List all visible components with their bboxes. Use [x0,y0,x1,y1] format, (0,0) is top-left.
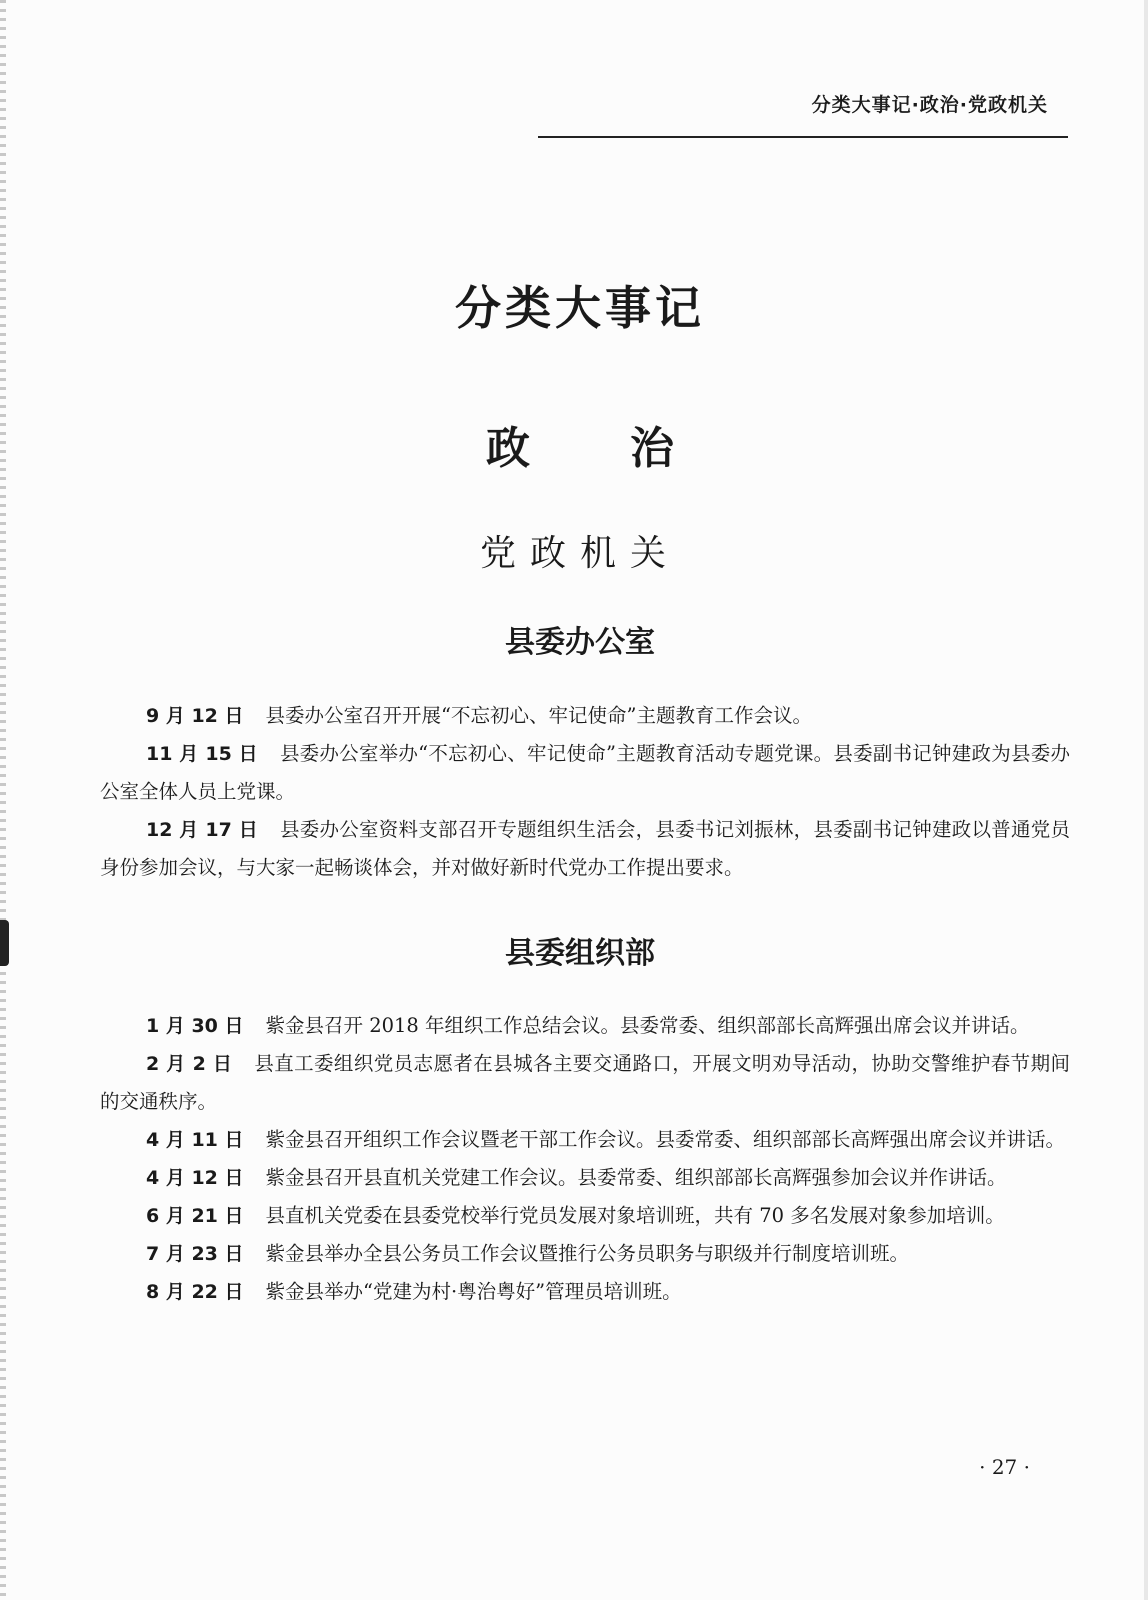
event-entry [100,1121,1070,1159]
event-entry [100,1197,1070,1235]
event-text: 县委办公室召开开展“不忘初心、牢记使命”主题教育工作会议。 [265,704,812,727]
event-entry [100,1007,1070,1045]
event-date: 4 月 11 日 [146,1129,244,1151]
event-text: 县直机关党委在县委党校举行党员发展对象培训班，共有 70 多名发展对象参加培训。 [265,1204,1005,1227]
event-entry [100,1235,1070,1273]
event-text: 县委办公室举办“不忘初心、牢记使命”主题教育活动专题党课。县委副书记钟建政为县委办公室全体人员上党课。 [100,742,1070,803]
event-date: 11 月 15 日 [146,743,258,765]
event-text: 紫金县举办全县公务员工作会议暨推行公务员职务与职级并行制度培训班。 [265,1242,910,1265]
event-date: 8 月 22 日 [146,1281,244,1303]
department-entries [100,1007,1070,1311]
header-rule [538,136,1068,138]
event-text: 紫金县召开组织工作会议暨老干部工作会议。县委常委、组织部部长高辉强出席会议并讲话。 [265,1128,1066,1151]
event-entry [100,1159,1070,1197]
event-entry [100,811,1070,887]
section-title [0,412,1148,476]
event-date: 9 月 12 日 [146,705,244,727]
event-date: 4 月 12 日 [146,1167,244,1189]
department-entries [100,697,1070,887]
event-date: 12 月 17 日 [146,819,259,841]
page-number: · 27 · [979,1455,1030,1479]
subsection-title: 党政机关 [479,533,680,574]
event-text: 紫金县召开 2018 年组织工作总结会议。县委常委、组织部部长高辉强出席会议并讲话。 [265,1014,1030,1037]
event-text: 紫金县举办“党建为村·粤治粤好”管理员培训班。 [265,1280,682,1303]
event-date: 7 月 23 日 [146,1243,244,1265]
department-heading: 县委办公室 [505,625,655,660]
event-text: 紫金县召开县直机关党建工作会议。县委常委、组织部部长高辉强参加会议并作讲话。 [265,1166,1007,1189]
event-entry [100,1273,1070,1311]
department-heading: 县委组织部 [505,936,655,971]
event-text: 县直工委组织党员志愿者在县城各主要交通路口，开展文明劝导活动，协助交警维护春节期间的交通秩序。 [100,1052,1070,1113]
event-entry [100,735,1070,811]
event-text: 县委办公室资料支部召开专题组织生活会，县委书记刘振林，县委副书记钟建政以普通党员身份参加会议，与大家一起畅谈体会，并对做好新时代党办工作提出要求。 [100,818,1070,879]
event-entry [100,697,1070,735]
event-entry [100,1045,1070,1121]
event-date: 6 月 21 日 [146,1205,244,1227]
event-date: 2 月 2 日 [146,1053,233,1075]
event-date: 1 月 30 日 [146,1015,244,1037]
section-title-char-1: 政 [486,423,530,474]
page-title: 分类大事记 [455,281,705,335]
scan-left-edge [0,0,6,1600]
running-header: 分类大事记·政治·党政机关 [811,94,1048,116]
scan-right-edge [1144,0,1148,1600]
section-title-char-2: 治 [630,423,674,474]
